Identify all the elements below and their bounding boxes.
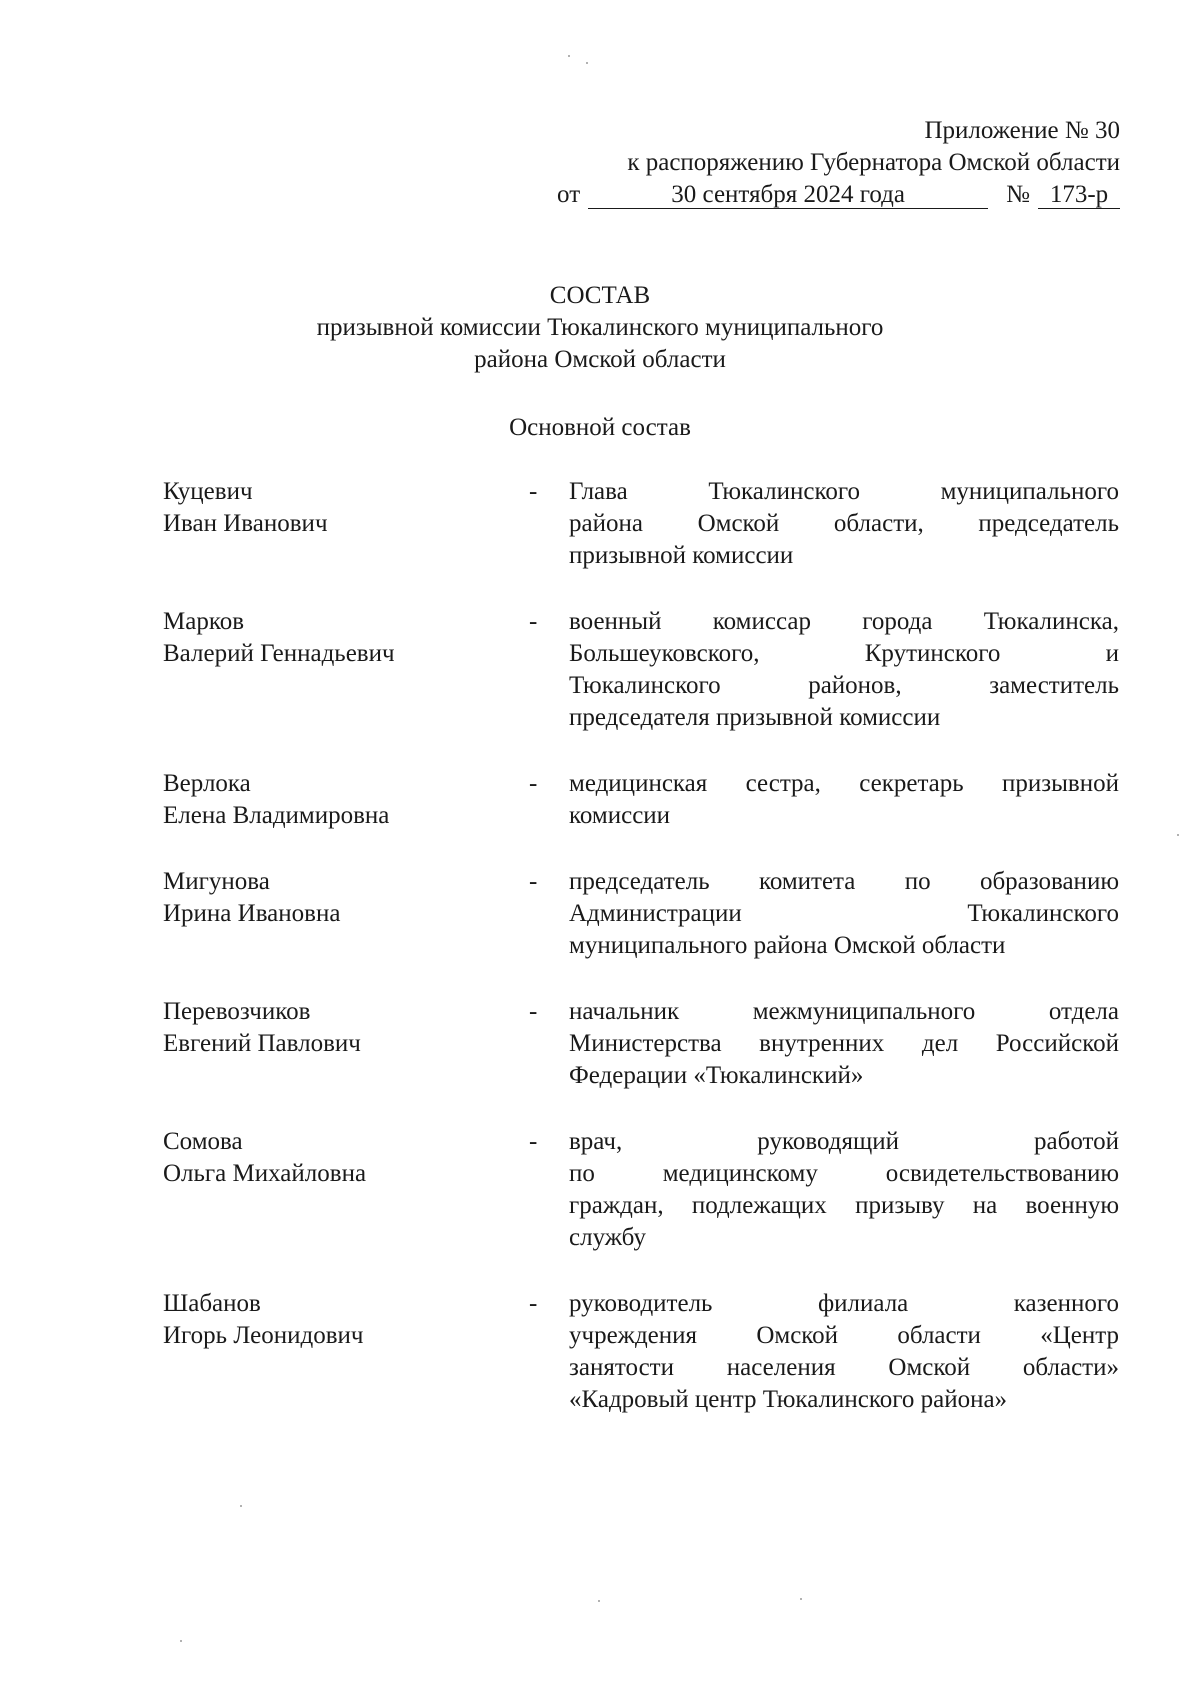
member-role-line: учреждения Омской области «Центр	[569, 1322, 1119, 1349]
member-surname: Перевозчиков	[163, 998, 311, 1025]
member-surname: Сомова	[163, 1128, 243, 1155]
scan-speck	[568, 55, 570, 57]
member-surname: Шабанов	[163, 1290, 261, 1317]
member-name	[163, 476, 493, 540]
member-role	[569, 866, 1119, 962]
member-name	[163, 1288, 493, 1352]
member-entry	[0, 768, 1200, 832]
member-surname: Марков	[163, 608, 245, 635]
member-role-line: руководитель филиала казенного	[569, 1290, 1119, 1317]
number-label: №	[1006, 181, 1030, 208]
order-date: 30 сентября 2024 года	[588, 182, 988, 209]
order-number: 173-р	[1038, 182, 1120, 209]
member-entry	[0, 606, 1200, 734]
order-reference: к распоряжению Губернатора Омской области	[627, 149, 1120, 176]
member-entry	[0, 996, 1200, 1092]
member-role-line: граждан, подлежащих призыву на военную	[569, 1192, 1119, 1219]
member-role-line: призывной комиссии	[569, 542, 794, 569]
member-role-line: муниципального района Омской области	[569, 932, 1006, 959]
member-given-names: Игорь Леонидович	[163, 1322, 364, 1349]
member-role-line: Тюкалинского районов, заместитель	[569, 672, 1119, 699]
member-given-names: Елена Владимировна	[163, 802, 390, 829]
scan-speck	[598, 1600, 600, 1602]
member-surname: Верлока	[163, 770, 251, 797]
member-role	[569, 1288, 1119, 1416]
from-label: от	[557, 181, 581, 208]
member-role-line: военный комиссар города Тюкалинска,	[569, 608, 1119, 635]
member-given-names: Ольга Михайловна	[163, 1160, 367, 1187]
scan-speck	[1177, 834, 1179, 836]
member-name	[163, 768, 493, 832]
member-given-names: Евгений Павлович	[163, 1030, 361, 1057]
member-role-line: медицинская сестра, секретарь призывной	[569, 770, 1119, 797]
member-dash: -	[529, 868, 538, 895]
member-dash: -	[529, 608, 538, 635]
title-line-2: района Омской области	[474, 346, 726, 373]
member-role-line: Глава Тюкалинского муниципального	[569, 478, 1119, 505]
member-role-line: района Омской области, председатель	[569, 510, 1119, 537]
member-name	[163, 606, 493, 670]
scan-speck	[800, 1598, 802, 1600]
scan-speck	[240, 1505, 242, 1507]
member-surname: Мигунова	[163, 868, 270, 895]
order-date-line	[557, 179, 1120, 211]
member-given-names: Валерий Геннадьевич	[163, 640, 395, 667]
appendix-number: Приложение № 30	[924, 117, 1120, 144]
member-role-line: службу	[569, 1224, 646, 1251]
member-entry	[0, 866, 1200, 962]
member-name	[163, 996, 493, 1060]
member-role-line: «Кадровый центр Тюкалинского района»	[569, 1386, 1008, 1413]
member-role-line: начальник межмуниципального отдела	[569, 998, 1119, 1025]
scan-speck	[586, 62, 588, 64]
member-dash: -	[529, 998, 538, 1025]
member-dash: -	[529, 770, 538, 797]
member-entry	[0, 476, 1200, 572]
member-role-line: председатель комитета по образованию	[569, 868, 1119, 895]
member-role-line: комиссии	[569, 802, 671, 829]
member-role	[569, 476, 1119, 572]
member-role-line: Администрации Тюкалинского	[569, 900, 1119, 927]
member-given-names: Иван Иванович	[163, 510, 328, 537]
member-role	[569, 996, 1119, 1092]
members-list	[0, 476, 1200, 1416]
member-name	[163, 866, 493, 930]
member-entry	[0, 1288, 1200, 1416]
member-name	[163, 1126, 493, 1190]
title-line-1: призывной комиссии Тюкалинского муниципального	[316, 314, 884, 341]
member-role-line: председателя призывной комиссии	[569, 704, 941, 731]
member-role-line: Большеуковского, Крутинского и	[569, 640, 1119, 667]
title-heading: СОСТАВ	[549, 282, 651, 309]
member-role	[569, 768, 1119, 832]
member-role-line: по медицинскому освидетельствованию	[569, 1160, 1119, 1187]
member-entry	[0, 1126, 1200, 1254]
member-role	[569, 606, 1119, 734]
member-role-line: Федерации «Тюкалинский»	[569, 1062, 864, 1089]
member-given-names: Ирина Ивановна	[163, 900, 341, 927]
member-surname: Куцевич	[163, 478, 253, 505]
member-role	[569, 1126, 1119, 1254]
member-dash: -	[529, 478, 538, 505]
member-role-line: занятости населения Омской области»	[569, 1354, 1119, 1381]
appendix-header	[557, 115, 1120, 211]
member-dash: -	[529, 1290, 538, 1317]
member-role-line: врач, руководящий работой	[569, 1128, 1119, 1155]
scan-speck	[180, 1640, 182, 1642]
section-label: Основной состав	[509, 414, 691, 441]
document-title	[0, 280, 1200, 376]
member-dash: -	[529, 1128, 538, 1155]
member-role-line: Министерства внутренних дел Российской	[569, 1030, 1119, 1057]
